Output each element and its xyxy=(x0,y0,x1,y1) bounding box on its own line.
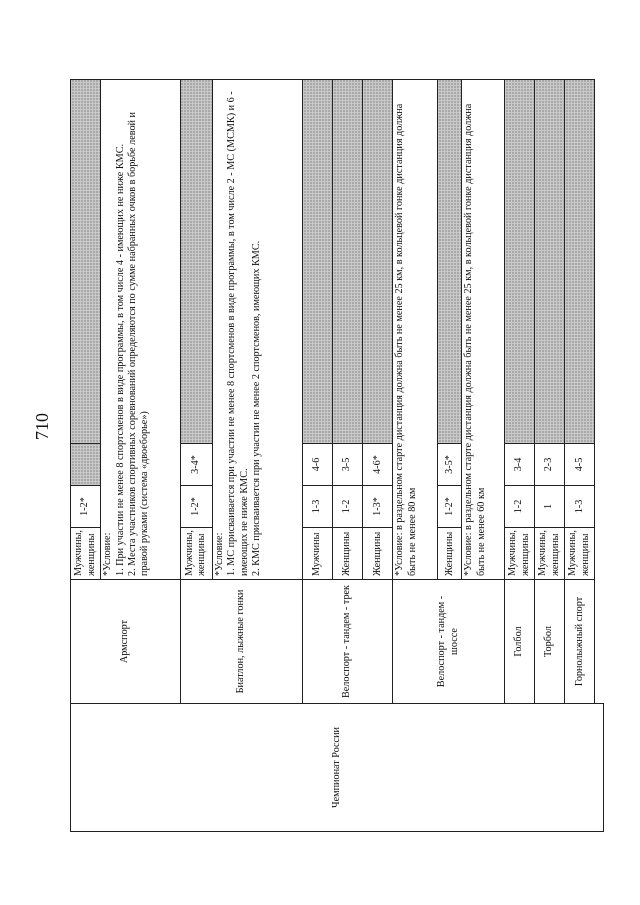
discipline-cell: Торбол xyxy=(535,580,565,704)
ranks-table xyxy=(70,79,604,832)
shaded-cell xyxy=(333,80,363,444)
shaded-cell xyxy=(363,80,393,444)
group-cell: Женщины xyxy=(363,528,393,580)
group-cell: Мужчины xyxy=(303,528,333,580)
value-cell: 4-6* xyxy=(363,444,393,486)
value-cell: 3-5* xyxy=(438,444,462,486)
group-cell: Мужчины, женщины xyxy=(71,528,101,580)
discipline-cell: Горнолыжный спорт xyxy=(565,580,595,704)
value-cell: 3-5 xyxy=(333,444,363,486)
table-row xyxy=(71,80,101,832)
value-cell: 4-5 xyxy=(565,444,595,486)
discipline-cell: Голбол xyxy=(505,580,535,704)
value-cell: 1-3* xyxy=(363,486,393,528)
shaded-cell xyxy=(505,80,535,444)
condition-cell: *Условие: в раздельном старте дистанция должна быть не менее 25 км, в кольцевой гонке дистанция должна быть не менее 60 км xyxy=(462,80,505,580)
discipline-cell: Велоспорт - тандем - шоссе xyxy=(393,580,505,704)
group-cell: Мужчины, женщины xyxy=(565,528,595,580)
shaded-cell xyxy=(535,80,565,444)
group-cell: Мужчины, женщины xyxy=(505,528,535,580)
value-cell: 3-4 xyxy=(505,444,535,486)
shaded-cell xyxy=(438,80,462,444)
rotated-table-container xyxy=(70,80,604,832)
value-cell: 1-2* xyxy=(438,486,462,528)
value-cell: 1-2 xyxy=(333,486,363,528)
value-cell: 1-3 xyxy=(565,486,595,528)
shaded-cell xyxy=(565,80,595,444)
value-cell: 1-2* xyxy=(71,486,101,528)
value-cell: 1-2* xyxy=(180,486,212,528)
group-cell: Женщины xyxy=(333,528,363,580)
shaded-cell xyxy=(180,80,212,444)
value-cell: 2-3 xyxy=(535,444,565,486)
value-cell: 3-4* xyxy=(180,444,212,486)
value-cell: 1 xyxy=(535,486,565,528)
championship-cell: Чемпионат России xyxy=(71,704,604,832)
value-cell: 1-3 xyxy=(303,486,333,528)
condition-cell: *Условие: в раздельном старте дистанция должна быть не менее 25 км, в кольцевой гонке дистанция должна быть не менее 80 км xyxy=(393,80,438,580)
condition-cell: *Условие: 1. При участии не менее 8 спортсменов в виде программы, в том числе 4 - имеющих не ниже КМС. 2. Места участников спортивных соревнований определяются по сумме набранных очков в борьбе левой и правой руками (система «двоеборье») xyxy=(101,80,181,580)
condition-cell: *Условие: 1. МС присваивается при участии не менее 8 спортсменов в виде программы, в том числе 2 - МС (МСМК) и 6 - имеющих не ниже КМС. 2. КМС присваивается при участии не менее 2 спортсменов, имеющих КМС. xyxy=(212,80,302,580)
group-cell: Женщины xyxy=(438,528,462,580)
value-cell: 4-6 xyxy=(303,444,333,486)
shaded-cell xyxy=(71,80,101,444)
page-number: 710 xyxy=(32,413,52,440)
shaded-cell xyxy=(71,444,101,486)
discipline-cell: Велоспорт - тандем - трек xyxy=(303,580,393,704)
value-cell: 1-2 xyxy=(505,486,535,528)
group-cell: Мужчины, женщины xyxy=(535,528,565,580)
discipline-cell: Армспорт xyxy=(71,580,181,704)
shaded-cell xyxy=(303,80,333,444)
group-cell: Мужчины, женщины xyxy=(180,528,212,580)
discipline-cell: Биатлон, лыжные гонки xyxy=(180,580,303,704)
